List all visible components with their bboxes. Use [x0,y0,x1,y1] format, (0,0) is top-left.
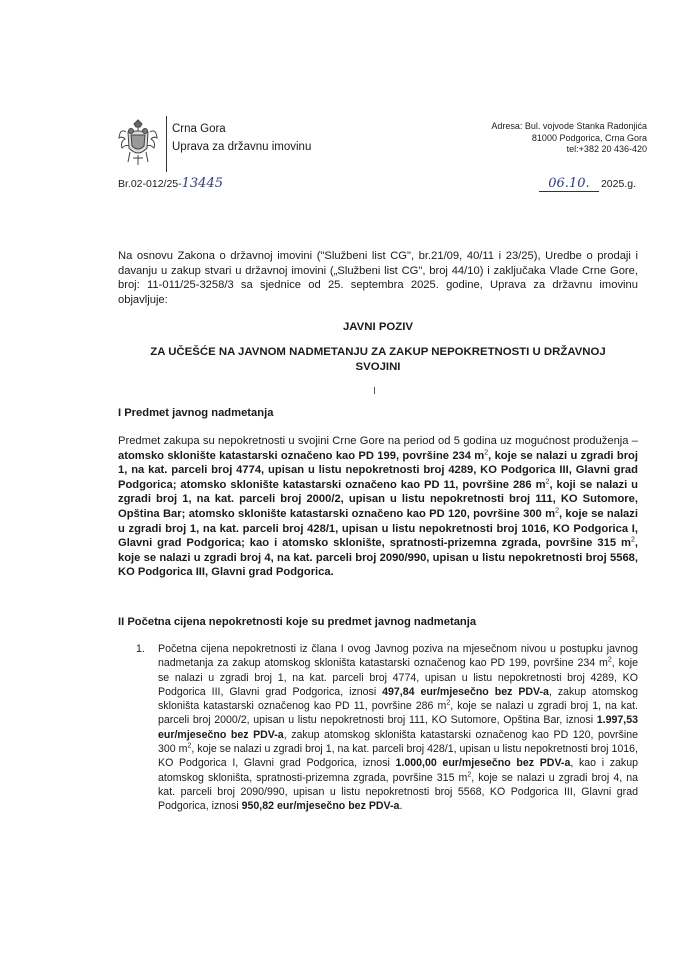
s1-bold-5: , koje se nalazi u zgradi broj 4, na kat. parceli broj 2090/990, upisan u listu nepokretnosti broj 5568, KO Podgorica III, Glavni grad Podgorica. [118,537,638,579]
stray-mark [374,387,375,394]
price-shelter-315: 950,82 eur/mjesečno bez PDV-a [241,800,400,813]
institution-address [491,121,647,156]
s2-text-1: Početna cijena nepokretnosti iz člana I ovog Javnog poziva na mjesečnom nivou u postupku javnog nadmetanja za zakup atomskog skloništa katastarski označenog kao PD 199, površine 234 m [158,643,638,670]
s2-text-2: , koje se nalazi u zgradi broj 1, na kat. parceli broj 4774, upisan u listu nepokretnosti broj 4289, KO Podgorica III, Glavni grad Podgorica, iznosi [158,657,638,698]
reference-number [118,176,223,191]
s2-text-4: , koje se nalazi u zgradi broj 1, na kat. parceli broj 2000/2, upisan u listu nepokretnosti broj 111, KO Sutomore, Opština Bar, iznosi [158,700,638,727]
s2-sup-4: 2 [467,771,472,779]
document-subtitle [118,345,638,375]
s1-text-1: Predmet zakupa su nepokretnosti u svojini Crne Gore na period od 5 godina uz mogućnost produženja – [118,435,638,447]
section-1-paragraph [118,434,638,580]
institution-line-2: Uprava za državnu imovinu [172,141,312,153]
intro-paragraph: Na osnovu Zakona o državnoj imovini ("Službeni list CG", br.21/09, 40/11 i 23/25), Uredbe o prodaji i davanju u zakup stvari u državnoj imovini („Službeni list CG", broj 44/10) i zaključaka Vlade Crne Gore, broj: 11-011/25-3258/3 sa sjednice od 25. septembra 2025. godine, Uprava za državnu imovinu objavljuje: [118,250,638,306]
price-pd-120: 1.000,00 eur/mjesečno bez PDV-a [395,757,571,770]
letterhead-divider [166,116,167,172]
s1-bold-4: , koje se nalazi u zgradi broj 1, na kat. parceli broj 428/1, upisan u listu nepokretnosti broj 1016, KO Podgorica I, Glavni grad Podgorica; kao i atomsko sklonište, spratnosti-prizemna zgrada, površine 315 m [118,507,638,550]
section-1-heading: I Predmet javnog nadmetanja [118,407,274,419]
price-pd-11: 1.997,53 eur/mjesečno bez PDV-a [158,714,638,741]
s2-sup-2: 2 [446,699,451,707]
s2-text-8: , koje se nalazi u zgradi broj 4, na kat. parceli broj 2090/990, upisan u listu nepokretnosti broj 5568, KO Podgorica III, Glavni grad Podgorica, iznosi [158,771,638,813]
letterhead [116,116,647,166]
s2-text-6: , koje se nalazi u zgradi broj 1, na kat. parceli broj 428/1, upisan u listu nepokretnosti broj 1016, KO Podgorica I, Glavni grad Podgorica, iznosi [158,743,638,770]
s2-sup-1: 2 [607,656,612,664]
list-item-text [158,642,638,814]
s2-sup-3: 2 [187,742,192,750]
date-handwritten: 06.10. [539,176,599,192]
date-suffix: 2025.g. [600,178,636,190]
s2-text-7: , kao i zakup atomskog skloništa, spratnosti-prizemna zgrada, površine 315 m [158,757,638,784]
address-line-1: Adresa: Bul. vojvode Stanka Radonjića [491,121,647,131]
s2-text-5: , zakup atomskog skloništa katastarski označenog kao PD 120, površine 300 m [158,728,638,756]
price-pd-199: 497,84 eur/mjesečno bez PDV-a [382,685,549,698]
s1-bold-1: atomsko sklonište katastarski označeno kao PD 199, površine 234 m [118,449,485,462]
s1-sup-3: 2 [555,507,559,515]
s1-sup-2: 2 [545,478,550,486]
subtitle-line-1: ZA UČEŠĆE NA JAVNOM NADMETANJU ZA ZAKUP NEPOKRETNOSTI U DRŽAVNOJ [150,346,606,358]
reference-line [116,170,636,192]
s1-sup-1: 2 [484,448,489,456]
s1-bold-3: , koji se nalazi u zgradi broj 1, na kat. parceli broj 2000/2, upisan u listu nepokretnosti broj 111, KO Sutomore, Opština Bar; atomsko sklonište katastarski označeno kao PD 120, površine 300 m [118,478,638,520]
section-2-heading: II Početna cijena nepokretnosti koje su predmet javnog nadmetanja [118,616,477,628]
list-item-number: 1. [136,643,145,655]
document-date [539,176,636,192]
s2-text-3: , zakup atomskog skloništa katastarski označenog kao PD 11, površine 286 m [158,685,638,713]
institution-line-1: Crna Gora [172,123,226,135]
address-line-2: 81000 Podgorica, Crna Gora [531,132,647,143]
reference-handwritten: 13445 [181,176,223,191]
institution-name [172,120,311,156]
s1-sup-4: 2 [630,536,635,544]
address-line-3: tel:+382 20 436-420 [566,144,647,154]
s1-bold-2: , koje se nalazi u zgradi broj 1, na kat. parceli broj 4774, upisan u listu nepokretnosti broj 4289, KO Podgorica III, Glavni grad Podgorica; atomsko sklonište katastarski označeno kao PD 11, površine 286 m [118,449,638,491]
s2-text-9: . [399,800,403,813]
subtitle-line-2: SVOJINI [355,361,401,373]
reference-prefix: Br.02-012/25- [118,178,182,190]
document-title: JAVNI POZIV [342,321,414,333]
montenegro-coat-of-arms-icon [116,118,160,168]
